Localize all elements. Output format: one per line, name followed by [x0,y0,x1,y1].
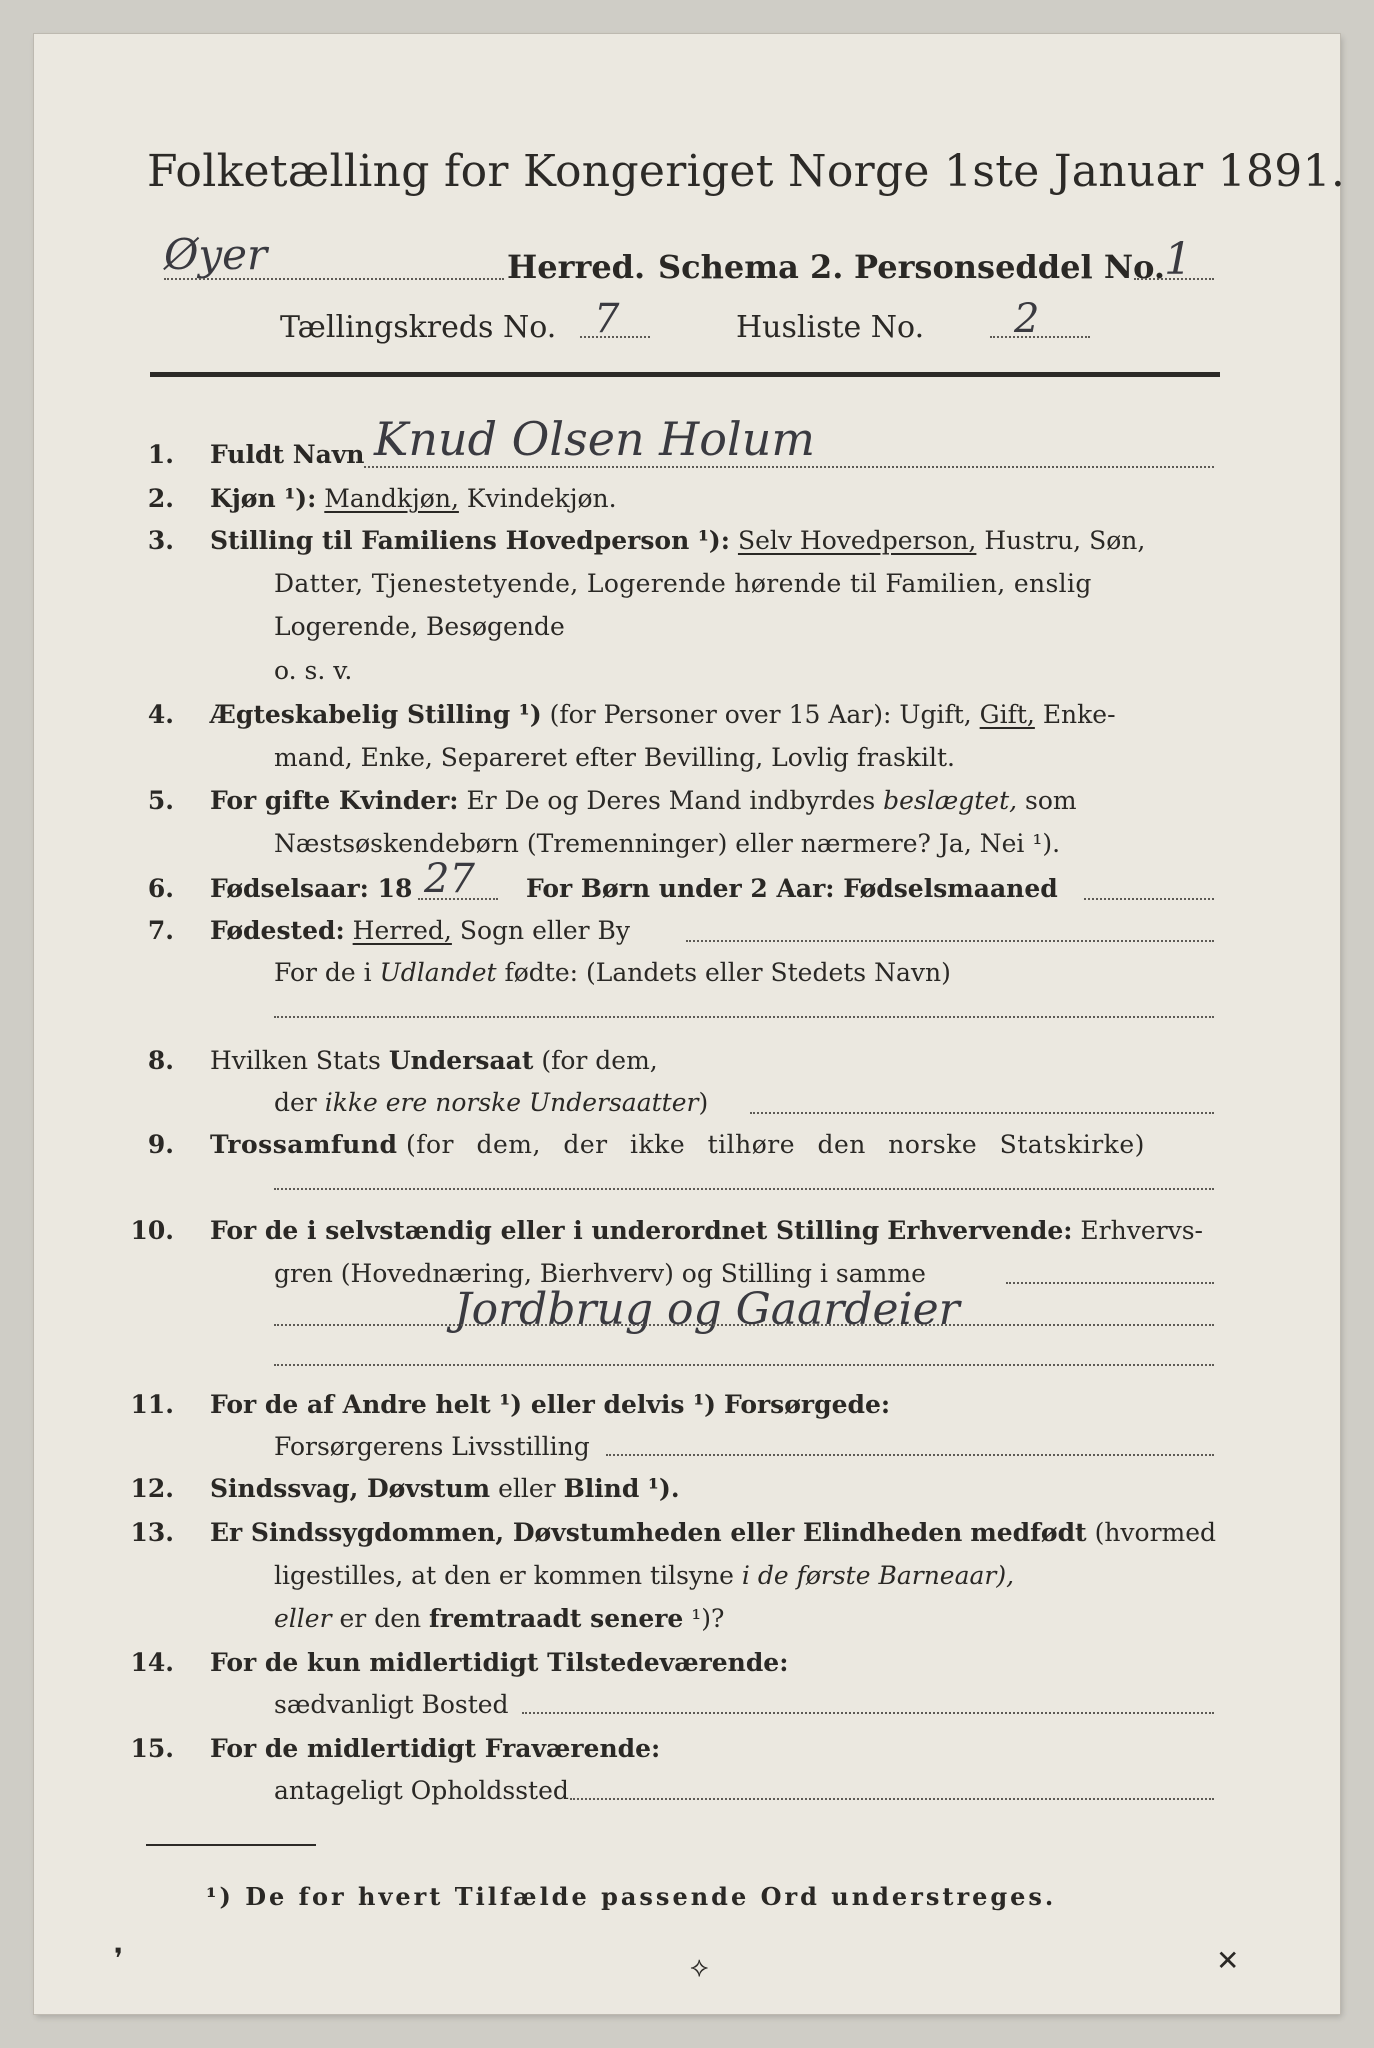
item-3-line1 [210,526,1145,555]
item-8-line2 [274,1088,708,1117]
item-12-label: Sindssvag, Døvstum [210,1474,491,1503]
herred-dotline [164,278,504,280]
item-5-text1: Er De og Deres Mand indbyrdes [466,786,876,815]
item-14-dotline [522,1712,1214,1714]
item-8-text1: (for dem, [541,1046,658,1075]
item-10-value: Jordbrug og Gaardeier [454,1284,960,1335]
item-9-number: 9. [147,1130,174,1159]
item-7-line2b: fødte: (Landets eller Stedets Navn) [504,958,951,987]
item-8-line2-italic: ikke ere norske Undersaatter [324,1088,699,1117]
item-5-text2: som [1025,786,1077,815]
item-10-line1 [210,1216,1203,1245]
item-6-number: 6. [147,874,174,903]
item-11-number: 11. [130,1390,174,1419]
item-10-text1: Erhvervs- [1080,1216,1203,1245]
item-8-line1 [210,1046,658,1075]
item-2-label: Kjøn ¹): [210,484,317,513]
item-10-line2-dotline [1006,1282,1214,1284]
item-9-label: Trossamfund [210,1130,398,1159]
item-15-line2: antageligt Opholdssted [274,1776,569,1805]
item-4-text2: Enke- [1042,700,1116,729]
taellingskreds-value: 7 [594,296,620,342]
item-15-number: 15. [130,1734,174,1763]
item-13-line1 [210,1518,1216,1547]
herred-label: Herred. [507,248,646,286]
item-12-text1: eller [498,1474,556,1503]
item-3-number: 3. [147,526,174,555]
item-1-dotline [364,466,1214,468]
item-3-line4: o. s. v. [274,656,353,685]
form-title: Folketælling for Kongeriget Norge 1ste Januar 1891. [147,146,1346,197]
header-rule [150,372,1220,377]
item-8-label: Hvilken Stats [210,1046,381,1075]
item-9-text1: (for dem, der ikke tilhøre den norske Statskirke) [405,1130,1145,1159]
item-13-text2: (hvormed [1094,1518,1217,1547]
item-4-line2: mand, Enke, Separeret efter Bevilling, Lovlig fraskilt. [274,743,955,772]
item-8-dotline [750,1112,1214,1114]
taellingskreds-dotline [580,336,650,338]
corner-mark-left-icon: ❜ [114,1942,124,1975]
item-6-month-dotline [1084,898,1214,900]
footnote-rule [146,1844,316,1846]
item-1-label: Fuldt Navn [210,440,365,469]
taellingskreds-label: Tællingskreds No. [280,310,557,345]
item-2-number: 2. [147,484,174,513]
item-8-number: 8. [147,1046,174,1075]
item-7-line2 [274,958,951,987]
item-3-rest: Hustru, Søn, [984,526,1146,555]
item-3-selected: Selv Hovedperson, [737,526,977,555]
item-12-number: 12. [130,1474,174,1503]
item-7-text1: Sogn eller By [459,916,631,945]
item-8-line2a: der [274,1088,317,1117]
item-7-number: 7. [147,916,174,945]
item-10-line2: gren (Hovednæring, Bierhverv) og Stilling i samme [274,1259,926,1288]
item-2-line [210,484,617,513]
corner-mark-right-icon: ✕ [1216,1944,1240,1977]
item-7-dotline [686,940,1214,942]
herred-value: Øyer [164,230,268,279]
item-7-selected: Herred, [352,916,452,945]
item-10-extra-dotline [274,1364,1214,1366]
item-10-number: 10. [130,1216,174,1245]
item-2-opt2: Kvindekjøn. [466,484,617,513]
husliste-label: Husliste No. [736,310,925,345]
item-7-foreign-dotline [274,1016,1214,1018]
item-15-dotline [570,1798,1214,1800]
item-3-line2: Datter, Tjenestetyende, Logerende hørende til Familien, enslig [274,569,1092,598]
item-1-value: Knud Olsen Holum [374,412,815,466]
item-5-line1 [210,786,1077,815]
census-form-sheet [34,34,1346,2014]
item-13-line3 [274,1604,724,1633]
personseddel-label: Personseddel No. [854,248,1165,286]
item-7-line2a: For de i [274,958,372,987]
item-10-label-bold: Erhvervende: [887,1216,1073,1245]
item-12-label-bold: Blind ¹). [563,1474,680,1503]
item-8-line2b: ) [698,1088,709,1117]
item-13-line3a: er den [339,1604,422,1633]
item-1-number: 1. [147,440,174,469]
item-12-line1 [210,1474,680,1503]
item-5-italic: beslægtet, [883,786,1018,815]
item-8-label-bold: Undersaat [388,1046,534,1075]
item-9-dotline [274,1188,1214,1190]
item-4-selected: Gift, [979,700,1035,729]
item-14-number: 14. [130,1648,174,1677]
item-3-line3: Logerende, Besøgende [274,612,565,641]
footnote-text: ¹) De for hvert Tilfælde passende Ord understreges. [206,1882,1057,1911]
item-2-opt1: Mandkjøn, [324,484,459,513]
item-14-label: For de kun midlertidigt Tilstedeværende: [210,1648,789,1677]
item-9-line1 [210,1130,1145,1159]
item-13-line2 [274,1561,1014,1590]
center-mark-icon: ⟡ [690,1950,709,1983]
item-4-label: Ægteskabelig Stilling ¹) [210,700,542,729]
item-6-label: Fødselsaar: 18 [210,874,413,903]
item-6-label2: For Børn under 2 Aar: Fødselsmaaned [526,874,1058,903]
item-13-number: 13. [130,1518,174,1547]
item-5-line2: Næstsøskendebørn (Tremenninger) eller nærmere? Ja, Nei ¹). [274,829,1061,858]
schema-label: Schema 2. [658,248,844,286]
item-7-line1 [210,916,630,945]
item-15-label: For de midlertidigt Fraværende: [210,1734,661,1763]
item-3-label: Stilling til Familiens Hovedperson ¹): [210,526,730,555]
item-13-text1: Er Sindssygdommen, Døvstumheden eller Elindheden [210,1518,963,1547]
item-13-line3-bold: fremtraadt senere [429,1604,684,1633]
item-13-label-bold: medfødt [970,1518,1087,1547]
item-6-value: 27 [424,856,475,902]
item-4-number: 4. [147,700,174,729]
item-14-line2: sædvanligt Bosted [274,1690,509,1719]
item-13-line3c: ¹)? [691,1604,725,1633]
item-11-line2: Forsørgerens Livsstilling [274,1432,590,1461]
item-11-line1 [210,1390,890,1419]
item-11-dotline [606,1454,1214,1456]
item-4-line1 [210,700,1116,729]
item-4-text1: (for Personer over 15 Aar): Ugift, [549,700,972,729]
husliste-dotline [990,336,1090,338]
personseddel-value: 1 [1164,234,1192,285]
item-13-line2-italic: i de første Barneaar), [741,1561,1015,1590]
item-5-label: For gifte Kvinder: [210,786,459,815]
personseddel-dotline [1134,278,1214,280]
husliste-value: 2 [1014,296,1040,342]
item-6-dotline [418,898,498,900]
item-7-line2-italic: Udlandet [379,958,497,987]
item-10-label: For de i selvstændig eller i underordnet Stilling [210,1216,880,1245]
item-7-label: Fødested: [210,916,345,945]
item-13-line2a: ligestilles, at den er kommen tilsyne [274,1561,734,1590]
item-11-label-bold: Forsørgede: [723,1390,891,1419]
item-11-label: For de af Andre helt ¹) eller delvis ¹) [210,1390,716,1419]
item-10-value-dotline [274,1324,1214,1326]
item-13-line3-italic: eller [274,1604,332,1633]
item-5-number: 5. [147,786,174,815]
